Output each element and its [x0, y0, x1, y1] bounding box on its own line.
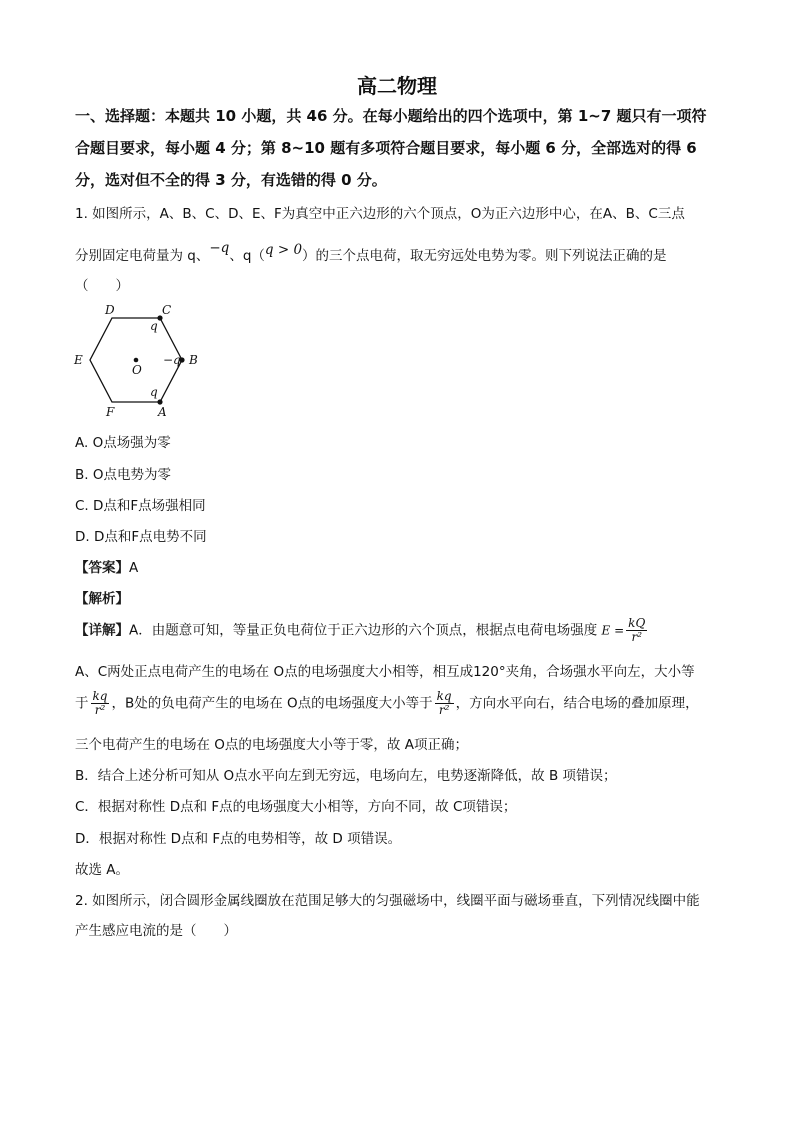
- option-c: C. D点和F点场强相同: [75, 498, 206, 514]
- formula-denominator: r²: [438, 703, 450, 717]
- detail-text-1: A．由题意可知，等量正负电荷位于正六边形的六个顶点，根据点电荷电场强度: [129, 622, 598, 639]
- formula-kq-r2-first: [91, 690, 110, 717]
- q1-stem-2c: ）的三个点电荷，取无穷远处电势为零。则下列说法正确的是: [302, 248, 667, 264]
- detail-text-3c: ，方向水平向右，结合电场的叠加原理，: [455, 695, 699, 712]
- conclusion-line: 故选 A。: [75, 862, 130, 878]
- section-line-3: 分，选对但不全的得 3 分，有选错的得 0 分。: [75, 171, 387, 189]
- q1-stem-line-3: （ ）: [75, 278, 129, 294]
- hexagon-figure: [72, 300, 212, 420]
- detail-line-6: C．根据对称性 D点和 F点的电场强度大小相等，方向不同，故 C项错误；: [75, 799, 517, 815]
- charge-dot-a: [157, 399, 162, 404]
- formula-numerator: kq: [436, 689, 452, 703]
- formula-e-lhs: E =: [601, 623, 625, 638]
- detail-line-7: D．根据对称性 D点和 F点的电势相等，故 D 项错误。: [75, 831, 402, 847]
- q1-stem-2a: 分别固定电荷量为 q、: [75, 248, 210, 264]
- detail-line-2: A、C两处正点电荷产生的电场在 O点的电场强度大小相等，相互成120°夹角，合场强水平向左，大小等: [75, 664, 695, 680]
- page-title: 高二物理: [357, 74, 437, 98]
- label-vertex-c: C: [162, 303, 172, 317]
- detail-line-5: B．结合上述分析可知从 O点水平向左到无穷远，电场向左，电势逐渐降低，故 B 项错误；: [75, 768, 617, 784]
- q2-stem-line-1: 2. 如图所示，闭合圆形金属线圈放在范围足够大的匀强磁场中，线圈平面与磁场垂直，下列情况线圈中能: [75, 893, 700, 909]
- label-vertex-d: D: [105, 303, 115, 317]
- analysis-tag: 【解析】: [75, 591, 129, 607]
- detail-line-1: [75, 617, 649, 644]
- detail-tag: 【详解】: [75, 622, 129, 639]
- center-dot-o: [134, 358, 139, 363]
- section-line-2: 合题目要求，每小题 4 分；第 8~10 题有多项符合题目要求，每小题 6 分，全部选对的得 6: [75, 139, 697, 157]
- label-vertex-e: E: [74, 353, 83, 367]
- q1-stem-line-2: [75, 240, 667, 264]
- detail-text-3a: 于: [75, 695, 89, 712]
- q1-stem-2b: 、q（: [229, 248, 265, 264]
- formula-numerator: kQ: [628, 616, 646, 630]
- detail-text-3b: ，B处的负电荷产生的电场在 O点的电场强度大小等于: [111, 695, 433, 712]
- label-charge-c: q: [150, 319, 158, 333]
- formula-denominator: r²: [94, 703, 106, 717]
- analysis-line: [75, 587, 129, 607]
- answer-tag: 【答案】: [75, 560, 129, 576]
- detail-line-4: 三个电荷产生的电场在 O点的电场强度大小等于零，故 A项正确；: [75, 737, 468, 753]
- option-b: B. O点电势为零: [75, 467, 171, 483]
- q2-stem-line-2: 产生感应电流的是（ ）: [75, 923, 237, 939]
- label-center-o: O: [132, 363, 142, 377]
- section-line-1: 一、选择题：本题共 10 小题，共 46 分。在每小题给出的四个选项中，第 1~7 题只有一项符: [75, 107, 707, 125]
- option-d: D. D点和F点电势不同: [75, 529, 207, 545]
- formula-denominator: r²: [631, 630, 642, 644]
- neg-q-formula: −q: [209, 240, 230, 256]
- answer-value: A: [129, 560, 139, 576]
- label-charge-b: −q: [163, 353, 181, 367]
- q1-stem-line-1: 1. 如图所示，A、B、C、D、E、F为真空中正六边形的六个顶点，O为正六边形中心，在A、B、C三点: [75, 206, 685, 222]
- label-vertex-a: A: [158, 405, 167, 419]
- option-a: A. O点场强为零: [75, 435, 171, 451]
- answer-line: [75, 556, 138, 576]
- formula-kq-over-r2: [626, 617, 647, 644]
- detail-line-3: [75, 690, 699, 717]
- formula-numerator: kq: [92, 689, 108, 703]
- section-heading: [75, 100, 725, 196]
- label-vertex-b: B: [189, 353, 198, 367]
- formula-kq-r2-second: [435, 690, 454, 717]
- q-positive-condition: q > 0: [264, 242, 303, 258]
- label-charge-a: q: [150, 385, 158, 399]
- label-vertex-f: F: [106, 405, 115, 419]
